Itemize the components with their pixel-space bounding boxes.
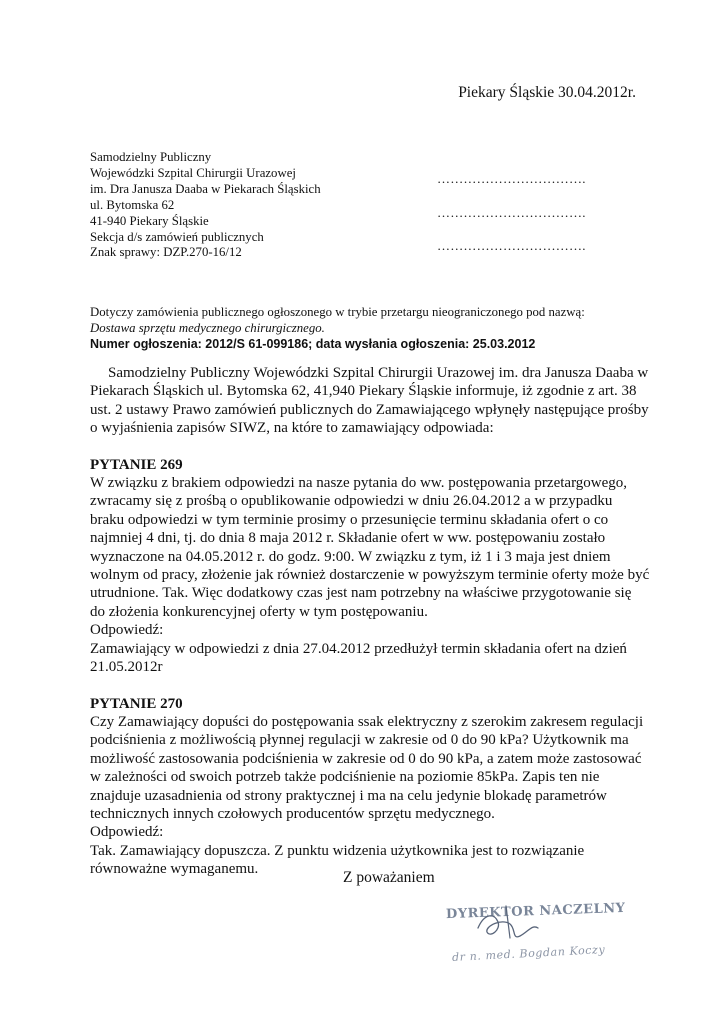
subject-line: Dotyczy zamówienia publicznego ogłoszonego w trybie przetargu nieograniczonego pod nazwą: bbox=[90, 305, 585, 319]
sender-line: im. Dra Janusza Daaba w Piekarach Śląskich bbox=[90, 181, 321, 196]
question-title: PYTANIE 269 bbox=[90, 456, 183, 473]
answer-text: Zamawiający w odpowiedzi z dnia 27.04.2012 przedłużył termin składania ofert na dzień 21.05.2012r bbox=[90, 640, 627, 676]
tender-name: Dostawa sprzętu medycznego chirurgicznego. bbox=[90, 320, 325, 335]
stamp-title: DYREKTOR NACZELNY bbox=[445, 900, 626, 923]
sender-address-block bbox=[90, 150, 321, 261]
answer-label: Odpowiedź: bbox=[90, 622, 164, 639]
question-title: PYTANIE 270 bbox=[90, 695, 183, 712]
answer-label: Odpowiedź: bbox=[90, 824, 164, 841]
sender-line: 41-940 Piekary Śląskie bbox=[90, 213, 209, 228]
intro-paragraph: Samodzielny Publiczny Wojewódzki Szpital Chirurgii Urazowej im. dra Janusza Daaba w Piekarach Śląskich ul. Bytomska 62, 41,940 Piekary Śląskie informuje, iż zgodnie z art. 38 ust. 2 ustawy Prawo zamówień publicznych do Zamawiającego wpłynęły następujące prośby o wyjaśnienia zapisów SIWZ, na które to zamawiający odpowiada: bbox=[90, 365, 649, 437]
sender-line: Wojewódzki Szpital Chirurgii Urazowej bbox=[90, 165, 296, 180]
recipient-placeholder-line: ……………………………. bbox=[437, 205, 586, 220]
sender-line: Sekcja d/s zamówień publicznych bbox=[90, 229, 264, 244]
sender-line: Samodzielny Publiczny bbox=[90, 150, 212, 164]
announcement-number: Numer ogłoszenia: 2012/S 61-099186; data wysłania ogłoszenia: 25.03.2012 bbox=[90, 337, 536, 351]
recipient-placeholder-line: ……………………………. bbox=[437, 238, 586, 253]
stamp-name: dr n. med. Bogdan Koczy bbox=[451, 942, 606, 965]
case-reference: Znak sprawy: DZP.270-16/12 bbox=[90, 245, 242, 260]
answer-text: Tak. Zamawiający dopuszcza. Z punktu widzenia użytkownika jest to rozwiązanie równoważne wymaganemu. bbox=[90, 842, 585, 878]
document-date: Piekary Śląskie 30.04.2012r. bbox=[458, 84, 636, 101]
subject-block bbox=[90, 305, 650, 353]
question-text: Czy Zamawiający dopuści do postępowania ssak elektryczny z szerokim zakresem regulacji podciśnienia z możliwością płynnej regulacji w zakresie od 0 do 90 kPa? Użytkownik ma możliwość zastosowania podciśnienia w zakresie od 0 do 90 kPa, a zatem może zastosować w zależności od swoich potrzeb także podciśnienie na poziomie 85kPa. Zapis ten nie znajduje uzasadnienia od strony praktycznej i ma na celu jedynie blokadę parametrów technicznych innych czołowych producentów sprzętu medycznego. bbox=[90, 713, 644, 822]
sender-line: ul. Bytomska 62 bbox=[90, 197, 175, 212]
closing-salutation: Z poważaniem bbox=[343, 869, 435, 886]
director-stamp bbox=[440, 898, 626, 973]
question-text: W związku z brakiem odpowiedzi na nasze pytania do ww. postępowania przetargowego, zwracamy się z prośbą o opublikowanie odpowiedzi w dniu 26.04.2012 a w przypadku braku odpowiedzi w tym terminie prosimy o przesunięcie terminu składania ofert o co najmniej 4 dni, tj. do dnia 8 maja 2012 r. Składanie ofert w ww. postępowaniu zostało wyznaczone na 04.05.2012 r. do godz. 9:00. W związku z tym, iż 1 i 3 maja jest dniem wolnym od pracy, złożenie jak również dostarczenie w powyższym terminie oferty może być utrudnione. Tak. Więc dodatkowy czas jest nam potrzebny na właściwe przygotowanie się do złożenia konkurencyjnej oferty w tym postępowaniu. bbox=[90, 475, 650, 620]
recipient-placeholder-line: ……………………………. bbox=[437, 171, 586, 186]
document-body bbox=[90, 364, 650, 879]
